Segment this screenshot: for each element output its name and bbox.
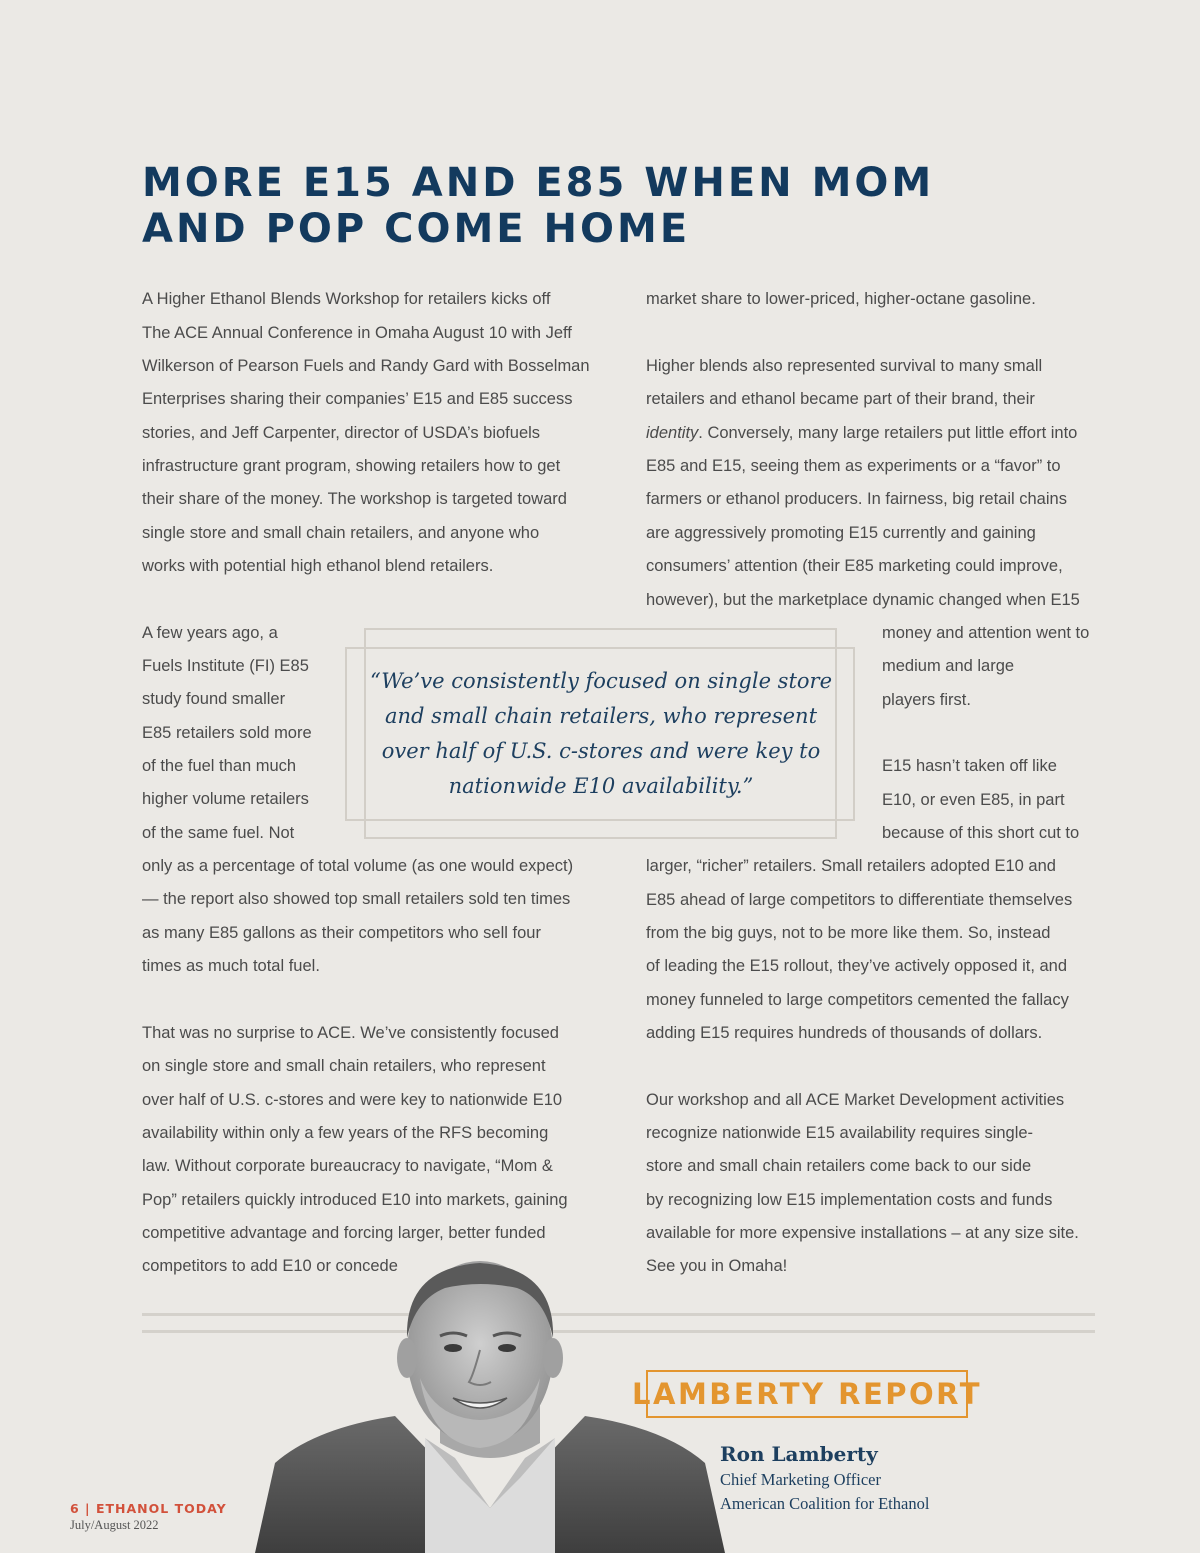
right-column-line: however), but the marketplace dynamic changed when E15: [646, 591, 1080, 609]
left-column-line: infrastructure grant program, showing retailers how to get: [142, 457, 561, 475]
left-column-line: only as a percentage of total volume (as one would expect): [142, 857, 574, 875]
right-column-line: recognize nationwide E15 availability requires single-: [646, 1124, 1034, 1142]
left-column-line: their share of the money. The workshop is targeted toward: [142, 490, 567, 508]
left-column-line: Fuels Institute (FI) E85: [142, 657, 309, 675]
right-column-line: E85 and E15, seeing them as experiments or a “favor” to: [646, 457, 1061, 475]
left-column-line: That was no surprise to ACE. We’ve consistently focused: [142, 1024, 559, 1042]
left-column-line: times as much total fuel.: [142, 957, 320, 975]
left-column-line: Pop” retailers quickly introduced E10 into markets, gaining: [142, 1191, 568, 1209]
right-column-line: of leading the E15 rollout, they’ve actively opposed it, and: [646, 957, 1068, 975]
article-headline: MORE E15 AND E85 WHEN MOM AND POP COME HOME: [142, 160, 935, 252]
right-column-line: players first.: [882, 691, 971, 709]
left-column-line: of the fuel than much: [142, 757, 297, 775]
right-column-line: larger, “richer” retailers. Small retailers adopted E10 and: [646, 857, 1056, 875]
right-column-line: are aggressively promoting E15 currently and gaining: [646, 524, 1036, 542]
left-column-line: on single store and small chain retailers, who represent: [142, 1057, 546, 1075]
right-column-line: available for more expensive installations – at any size site.: [646, 1224, 1079, 1242]
left-column-line: — the report also showed top small retailers sold ten times: [142, 890, 571, 908]
left-column-line: competitive advantage and forcing larger, better funded: [142, 1224, 546, 1242]
left-column-line: competitors to add E10 or concede: [142, 1257, 398, 1275]
right-column-line: market share to lower-priced, higher-octane gasoline.: [646, 290, 1036, 308]
left-column-line: study found smaller: [142, 690, 286, 708]
right-column-line: See you in Omaha!: [646, 1257, 788, 1275]
left-column-line: single store and small chain retailers, and anyone who: [142, 524, 540, 542]
left-column-line: as many E85 gallons as their competitors who sell four: [142, 924, 541, 942]
pull-quote: “We’ve consistently focused on single store and small chain retailers, who represent over half of U.S. c-stores and were key to nationwide E10 availability.”: [369, 669, 833, 798]
right-column-line-rest: . Conversely, many large retailers put little effort into: [698, 424, 1078, 442]
right-column-line: money funneled to large competitors cemented the fallacy: [646, 991, 1069, 1009]
right-column-line: [646, 422, 1077, 444]
right-column-line: Our workshop and all ACE Market Development activities: [646, 1091, 1065, 1109]
page-folio: 6 | ETHANOL TODAY: [70, 1501, 227, 1516]
emphasized-word: identity: [646, 424, 699, 442]
right-column-line: store and small chain retailers come back to our side: [646, 1157, 1032, 1175]
right-column-line: because of this short cut to: [882, 824, 1080, 842]
right-column-line: E15 hasn’t taken off like: [882, 757, 1057, 775]
left-column-line: of the same fuel. Not: [142, 824, 295, 842]
left-column-line: A few years ago, a: [142, 624, 278, 642]
left-column-line: availability within only a few years of the RFS becoming: [142, 1124, 549, 1142]
column-title: LAMBERTY REPORT: [632, 1377, 982, 1411]
left-column-line: Enterprises sharing their companies’ E15 and E85 success: [142, 390, 573, 408]
left-column-line: works with potential high ethanol blend retailers.: [142, 557, 494, 575]
right-column-line: medium and large: [882, 657, 1015, 675]
issue-date: July/August 2022: [70, 1518, 159, 1532]
column-title-box: [632, 1370, 982, 1418]
author-name: Ron Lamberty: [720, 1442, 878, 1466]
left-column-line: Wilkerson of Pearson Fuels and Randy Gard with Bosselman: [142, 357, 590, 375]
right-column-line: money and attention went to: [882, 624, 1090, 642]
right-column-line: retailers and ethanol became part of their brand, their: [646, 390, 1035, 408]
left-column-line: higher volume retailers: [142, 790, 309, 808]
left-column-line: E85 retailers sold more: [142, 724, 312, 742]
right-column-line: Higher blends also represented survival to many small: [646, 357, 1043, 375]
left-column-line: stories, and Jeff Carpenter, director of USDA’s biofuels: [142, 424, 541, 442]
left-column-line: A Higher Ethanol Blends Workshop for retailers kicks off: [142, 290, 551, 308]
right-column-line: E10, or even E85, in part: [882, 791, 1065, 809]
right-column-line: consumers’ attention (their E85 marketing could improve,: [646, 557, 1063, 575]
right-column-line: adding E15 requires hundreds of thousands of dollars.: [646, 1024, 1043, 1042]
left-column-line: over half of U.S. c-stores and were key to nationwide E10: [142, 1091, 563, 1109]
right-column-line: E85 ahead of large competitors to differentiate themselves: [646, 891, 1073, 909]
left-column-line: The ACE Annual Conference in Omaha August 10 with Jeff: [142, 324, 572, 342]
right-column-line: from the big guys, not to be more like them. So, instead: [646, 924, 1051, 942]
right-column-line: by recognizing low E15 implementation costs and funds: [646, 1191, 1053, 1209]
author-title: Chief Marketing Officer: [720, 1470, 881, 1489]
right-column-line: farmers or ethanol producers. In fairness, big retail chains: [646, 490, 1067, 508]
author-organization: American Coalition for Ethanol: [720, 1494, 930, 1513]
left-column-line: law. Without corporate bureaucracy to navigate, “Mom &: [142, 1157, 553, 1175]
